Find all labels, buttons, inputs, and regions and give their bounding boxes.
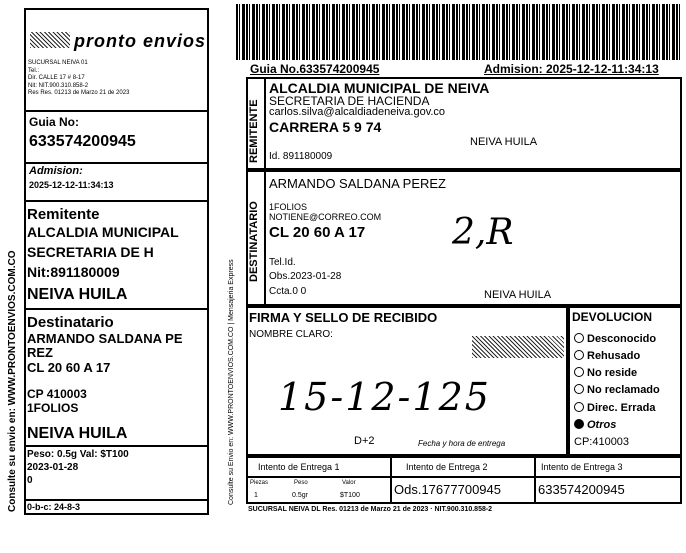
divider (24, 308, 209, 310)
zero-line: 0 (27, 475, 33, 486)
divider (264, 170, 266, 306)
remitente-line: SECRETARIA DE H (27, 244, 154, 260)
intento-label: Intento de Entrega 3 (541, 462, 623, 472)
option-label: Rehusado (587, 350, 641, 362)
remitente-side: REMITENTE (248, 99, 260, 163)
sucursal-line: Res Res. 01213 de Marzo 21 de 2023 (28, 90, 130, 96)
barcode (236, 4, 682, 60)
logo-text: pronto envios (74, 31, 207, 51)
devolucion-option[interactable] (574, 402, 655, 414)
guia-value: 633574200945 (29, 133, 136, 150)
guia-label: Guia No: (29, 115, 79, 129)
firma-title: FIRMA Y SELLO DE RECIBIDO (249, 310, 438, 325)
fecha-hora-label: Fecha y hora de entrega (418, 439, 506, 448)
admision-header: Admision: 2025-12-12-11:34:13 (484, 62, 659, 76)
remitente-line: CARRERA 5 9 74 (269, 119, 382, 135)
destinatario-small: NOTIENE@CORREO.COM (269, 212, 382, 222)
sucursal-line: Nit: NIT.900.310.858-2 (28, 82, 89, 89)
remitente-line: ALCALDIA MUNICIPAL DE NEIVA (269, 80, 490, 96)
devolucion-option[interactable] (574, 419, 616, 431)
guia-header: Guia No.633574200945 (250, 62, 380, 76)
remitente-line: SECRETARIA DE HACIENDA (269, 94, 430, 108)
ods-value: Ods.17677700945 (394, 482, 501, 497)
radio-icon (574, 402, 584, 412)
destinatario-label: Destinatario (27, 314, 114, 331)
divider (24, 110, 209, 112)
piezas-value: 0.5gr (292, 492, 308, 499)
radio-icon (574, 350, 584, 360)
sucursal-block (28, 60, 129, 98)
piezas-label: Peso (294, 480, 308, 486)
remitente-line: NEIVA HUILA (27, 286, 128, 303)
sucursal-line: Dir. CALLE 17 # 8-17 (28, 75, 85, 81)
side-text-middle: Consulte su Envio en: WWW.PRONTOENVIOS.COM.CO | Mensajeria Express (228, 259, 235, 505)
stamp-mark (472, 336, 564, 358)
divider (24, 445, 209, 447)
handwritten-date: 15-12-125 (278, 375, 491, 419)
divider (24, 499, 209, 501)
footer-text: SUCURSAL NEIVA DL Res. 01213 de Marzo 21 de 2023 · NIT.900.310.858-2 (248, 506, 493, 513)
devolucion-option[interactable] (574, 350, 640, 362)
devolucion-box (568, 306, 682, 456)
divider (24, 200, 209, 202)
admision-value: 2025-12-12-11:34:13 (29, 180, 114, 190)
piezas-label: Piezas (250, 480, 269, 486)
destinatario-extra: Tel.Id. (269, 257, 296, 268)
option-label: Otros (587, 419, 617, 431)
radio-icon (574, 384, 584, 394)
radio-icon (574, 333, 584, 343)
devolucion-option[interactable] (574, 367, 637, 379)
devolucion-title: DEVOLUCION (572, 310, 653, 324)
radio-filled-icon (574, 419, 584, 429)
bottom-code: 0-b-c: 24-8-3 (27, 502, 81, 512)
destinatario-line: REZ (27, 345, 53, 360)
destinatario-line: CL 20 60 A 17 (27, 360, 111, 375)
destinatario-city: NEIVA HUILA (484, 289, 552, 301)
remitente-id: Id. 891180009 (269, 151, 333, 162)
side-text-left: Consulte su envio en: WWW.PRONTOENVIOS.COM.CO (7, 250, 18, 512)
peso-line: Peso: 0.5g Val: $T100 (27, 449, 129, 460)
intento-label: Intento de Entrega 2 (406, 462, 488, 472)
piezas-value: 1 (254, 492, 258, 499)
option-label: Desconocido (587, 333, 657, 345)
destinatario-line: ARMANDO SALDANA PE (27, 331, 183, 346)
devolucion-option[interactable] (574, 333, 656, 345)
remitente-city: NEIVA HUILA (470, 136, 538, 148)
option-label: No reclamado (587, 384, 660, 396)
radio-icon (574, 367, 584, 377)
handwritten-mark: 2,R (452, 212, 514, 253)
destinatario-small: 1FOLIOS (269, 202, 308, 212)
d-plus: D+2 (354, 435, 375, 447)
intento-label: Intento de Entrega 1 (258, 462, 340, 472)
admision-label: Admision: (29, 165, 83, 177)
remitente-line: carlos.silva@alcaldiadeneiva.gov.co (269, 106, 446, 118)
divider (24, 162, 209, 164)
destinatario-side: DESTINATARIO (248, 201, 260, 282)
remitente-label: Remitente (27, 206, 100, 223)
cp-line: CP:410003 (574, 436, 630, 448)
destinatario-extra: Obs.2023-01-28 (269, 271, 342, 282)
remitente-line: Nit:891180009 (27, 264, 120, 280)
guia-bottom: 633574200945 (538, 482, 625, 497)
sucursal-line: Tel.: (28, 67, 40, 74)
logo (30, 28, 207, 52)
destinatario-line: CP 410003 (27, 387, 87, 401)
destinatario-address: CL 20 60 A 17 (269, 224, 366, 241)
destinatario-line: 1FOLIOS (27, 401, 79, 415)
remitente-line: ALCALDIA MUNICIPAL (27, 224, 179, 240)
piezas-value: $T100 (340, 492, 360, 499)
destinatario-line: NEIVA HUILA (27, 425, 128, 442)
sucursal-line: SUCURSAL NEIVA 01 (28, 60, 88, 66)
devolucion-option[interactable] (574, 384, 660, 396)
option-label: No reside (587, 367, 638, 379)
fecha-line: 2023-01-28 (27, 462, 79, 473)
destinatario-extra: Ccta.0 0 (269, 286, 307, 297)
nombre-claro: NOMBRE CLARO: (249, 329, 333, 340)
option-label: Direc. Errada (587, 402, 656, 414)
piezas-label: Valor (342, 480, 356, 486)
destinatario-name: ARMANDO SALDANA PEREZ (269, 176, 446, 191)
divider (264, 77, 266, 170)
